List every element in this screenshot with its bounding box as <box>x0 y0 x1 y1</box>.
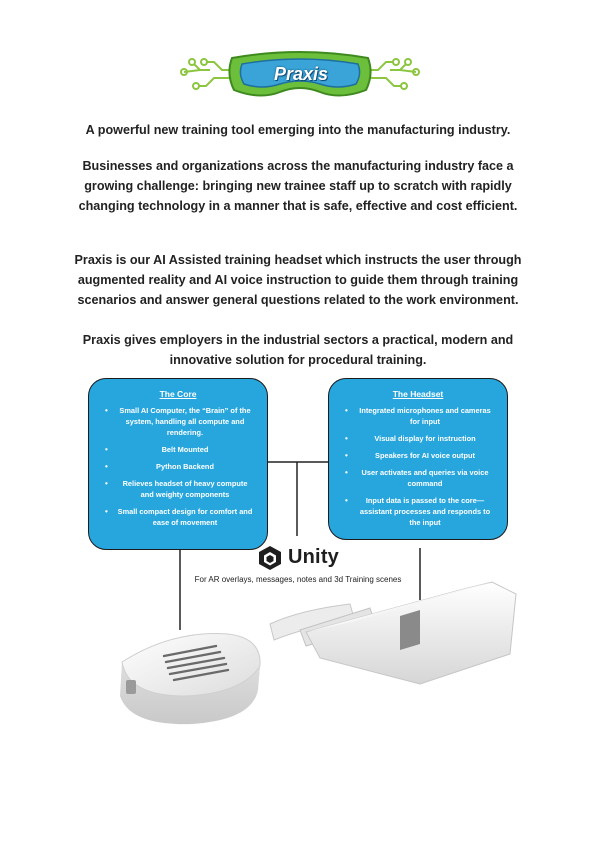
core-panel <box>88 378 268 550</box>
core-feature-item: • Small compact design for comfort and ease of movement <box>101 506 255 528</box>
product-paragraph: Praxis is our AI Assisted training headset which instructs the user through augmented reality and AI voice instruction to guide them through training scenarios and answer general questions related to the work environment. <box>74 253 522 307</box>
core-feature-item: • Relieves headset of heavy compute and weighty components <box>101 478 255 500</box>
headset-device-image <box>260 574 560 686</box>
core-feature-item: • Small AI Computer, the “Brain” of the system, handling all compute and rendering. <box>101 405 255 438</box>
core-feature-item: • Belt Mounted <box>101 444 255 455</box>
core-title: The Core <box>159 389 197 399</box>
unity-cube-icon <box>256 544 284 572</box>
headset-panel <box>328 378 508 540</box>
core-feature-list <box>89 405 267 528</box>
benefit-paragraph: Praxis gives employers in the industrial sectors a practical, modern and innovative solution for procedural training. <box>82 333 514 367</box>
logo-text: Praxis <box>273 64 329 84</box>
headset-feature-item: • Speakers for AI voice output <box>341 450 495 461</box>
challenge-paragraph: Businesses and organizations across the manufacturing industry face a growing challenge: bringing new trainee staff up to scratch with rapidly changing technology in a manner that is safe, effective and cost efficient. <box>78 159 518 213</box>
headset-feature-item: • Visual display for instruction <box>341 433 495 444</box>
unity-logo <box>256 544 396 572</box>
unity-caption: For AR overlays, messages, notes and 3d Training scenes <box>194 575 402 584</box>
headset-title: The Headset <box>392 389 444 399</box>
headset-feature-item: • User activates and queries via voice command <box>341 467 495 489</box>
core-device-image <box>112 626 270 728</box>
core-feature-item: • Python Backend <box>101 461 255 472</box>
intro-heading: A powerful new training tool emerging into the manufacturing industry. <box>85 123 511 137</box>
headset-feature-item: • Input data is passed to the core—assistant processes and responds to the input <box>341 495 495 528</box>
headset-feature-item: • Integrated microphones and cameras for input <box>341 405 495 427</box>
unity-name: Unity <box>288 546 339 568</box>
headset-feature-list <box>329 405 507 528</box>
